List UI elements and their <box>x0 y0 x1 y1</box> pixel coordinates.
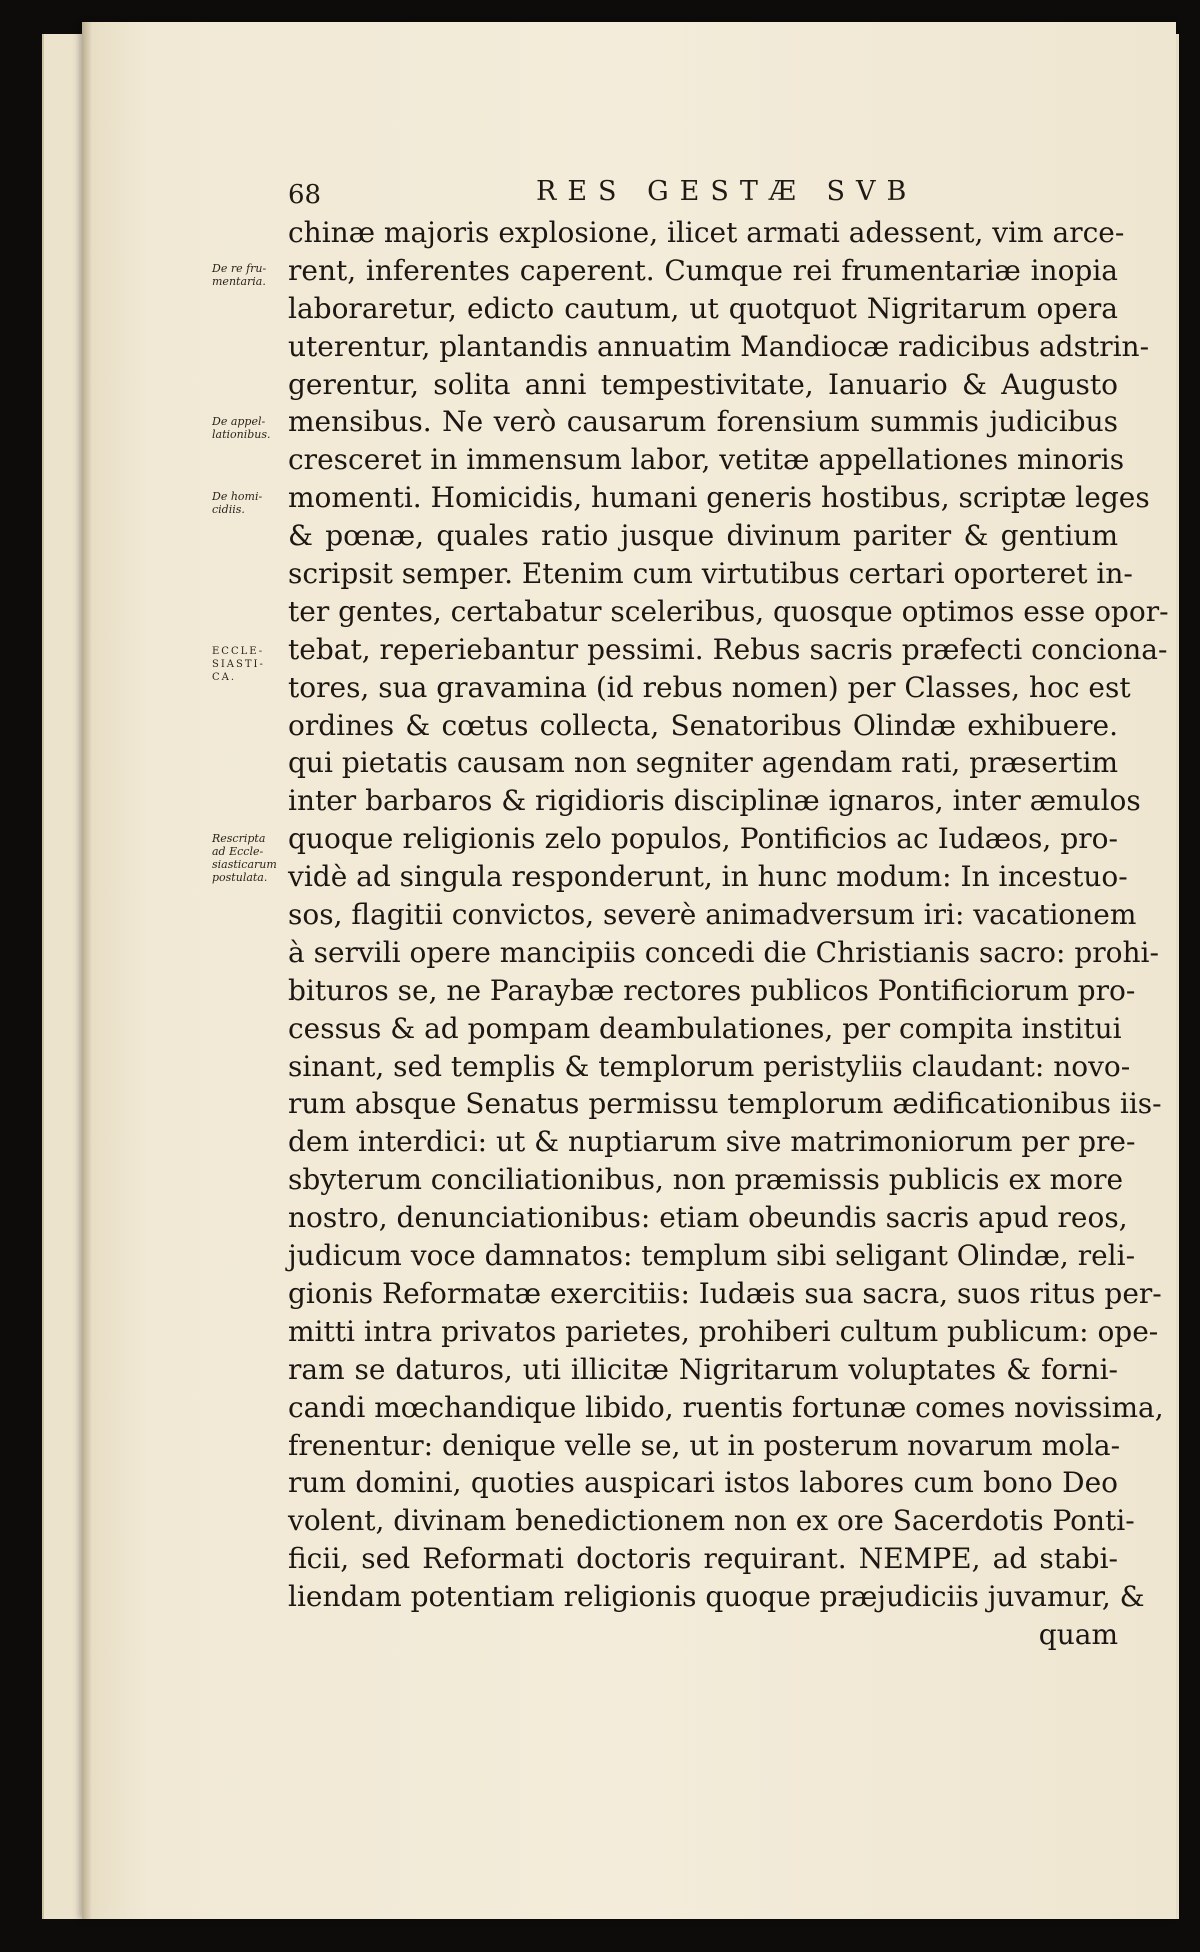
text-line: quoque religionis zelo populos, Pontificios ac Iudæos, pro- <box>288 822 1118 856</box>
text-line: bituros se, ne Paraybæ rectores publicos Pontificiorum pro- <box>288 973 1136 1007</box>
text-line: mensibus. Ne verò causarum forensium summis judicibus <box>288 405 1118 439</box>
text-line: judicum voce damnatos: templum sibi seligant Olindæ, reli- <box>288 1239 1136 1273</box>
text-line: tores, sua gravamina (id rebus nomen) per Classes, hoc est <box>288 670 1131 704</box>
margin-note-homicidiis: De homi- cidiis. <box>212 490 263 516</box>
text-line: qui pietatis causam non segniter agendam rati, præsertim <box>288 746 1118 780</box>
text-line: sbyterum conciliationibus, non præmissis publicis ex more <box>288 1163 1124 1197</box>
text-line: scripsit semper. Etenim cum virtutibus certari oporteret in- <box>288 557 1133 591</box>
text-line: inter barbaros & rigidioris disciplinæ ignaros, inter æmulos <box>288 784 1141 818</box>
page-header <box>288 176 1108 216</box>
catchword: quam <box>1038 1617 1118 1651</box>
margin-note-frumentaria: De re fru- mentaria. <box>212 262 267 288</box>
text-line: candi mœchandique libido, ruentis fortunæ comes novissima, <box>288 1390 1164 1424</box>
text-line: frenentur: denique velle se, ut in posterum novarum mola- <box>288 1428 1121 1462</box>
text-line: uterentur, plantandis annuatim Mandiocæ radicibus adstrin- <box>288 329 1150 363</box>
text-line: nostro, denunciationibus: etiam obeundis sacris apud reos, <box>288 1201 1128 1235</box>
text-line: gionis Reformatæ exercitiis: Iudæis sua sacra, suos ritus per- <box>288 1276 1162 1310</box>
text-line: & pœnæ, quales ratio jusque divinum pariter & gentium <box>288 519 1118 553</box>
running-title: RES GESTÆ SVB <box>536 176 918 207</box>
text-line: rum domini, quoties auspicari istos labores cum bono Deo <box>288 1466 1118 1500</box>
text-line: mitti intra privatos parietes, prohiberi cultum publicum: ope- <box>288 1314 1159 1348</box>
text-line: ordines & cœtus collecta, Senatoribus Olindæ exhibuere. <box>288 708 1118 742</box>
text-line: laboraretur, edicto cautum, ut quotquot Nigritarum opera <box>288 291 1118 325</box>
text-line: dem interdici: ut & nuptiarum sive matrimoniorum per pre- <box>288 1125 1136 1159</box>
text-line: rum absque Senatus permissu templorum ædificationibus iis- <box>288 1087 1162 1121</box>
text-line: vidè ad singula responderunt, in hunc modum: In incestuo- <box>288 860 1128 894</box>
text-line: rent, inferentes caperent. Cumque rei frumentariæ inopia <box>288 253 1118 287</box>
text-line: à servili opere mancipiis concedi die Christianis sacro: prohi- <box>288 935 1159 969</box>
margin-note-appellationibus: De appel- lationibus. <box>212 415 271 441</box>
text-line: momenti. Homicidis, humani generis hostibus, scriptæ leges <box>288 481 1150 515</box>
text-line: ficii, sed Reformati doctoris requirant. NEMPE, ad stabi- <box>288 1542 1118 1576</box>
text-line: cresceret in immensum labor, vetitæ appellationes minoris <box>288 443 1125 477</box>
text-line: cessus & ad pompam deambulationes, per compita institui <box>288 1011 1122 1045</box>
body-text <box>288 214 1169 1654</box>
text-line: ter gentes, certabatur sceleribus, quosque optimos esse opor- <box>288 594 1169 628</box>
text-line: gerentur, solita anni tempestivitate, Ianuario & Augusto <box>288 367 1118 401</box>
text-line: chinæ majoris explosione, ilicet armati adessent, vim arce- <box>288 216 1125 249</box>
page-number: 68 <box>288 180 322 210</box>
text-line: volent, divinam benedictionem non ex ore Sacerdotis Ponti- <box>288 1504 1135 1538</box>
text-line: ram se daturos, uti illicitæ Nigritarum voluptates & forni- <box>288 1352 1118 1386</box>
text-line: tebat, reperiebantur pessimi. Rebus sacris præfecti conciona- <box>288 632 1168 666</box>
margin-note-ecclesiastica: ECCLE- SIASTI- CA. <box>212 646 265 683</box>
margin-note-rescripta: Rescripta ad Eccle- siasticarum postulata. <box>212 832 277 884</box>
text-line: sos, flagitii convictos, severè animadversum iri: vacationem <box>288 898 1137 932</box>
text-line: liendam potentiam religionis quoque præjudiciis juvamur, & <box>288 1580 1145 1614</box>
text-line: sinant, sed templis & templorum peristyliis claudant: novo- <box>288 1049 1131 1083</box>
page-gutter-shadow <box>82 22 92 1919</box>
